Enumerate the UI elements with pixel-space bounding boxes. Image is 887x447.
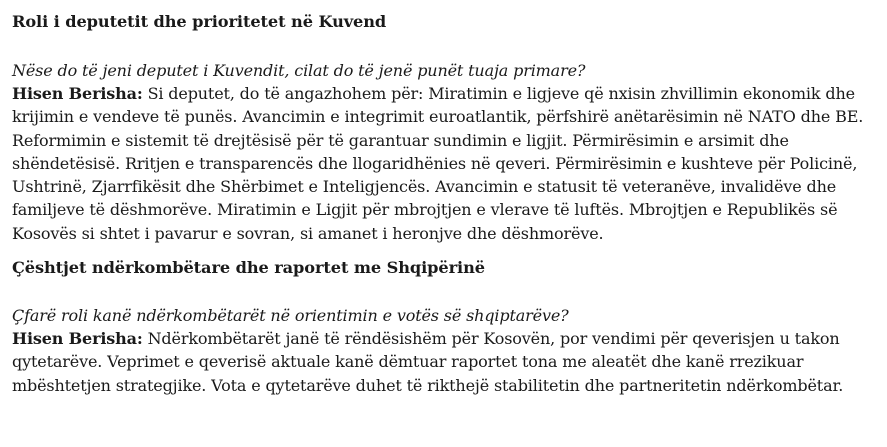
interview-question: Çfarë roli kanë ndërkombëtarët në orientimin e votës së shqiptarëve?	[12, 306, 569, 326]
interview-question: Nëse do të jeni deputet i Kuvendit, cilat do të jenë punët tuaja primare?	[12, 61, 586, 80]
speaker-name: Hisen Berisha:	[12, 84, 143, 103]
article-body	[0, 10, 887, 397]
interview-answer	[12, 327, 875, 397]
section-heading: Roli i deputetit dhe prioritetet në Kuvend	[12, 12, 387, 31]
answer-text: Ndërkombëtarët janë të rëndësishëm për Kosovën, por vendimi për qeverisjen u takon qytetarëve. Veprimet e qeverisë aktuale kanë dëmtuar raportet tona me aleatët dhe kanë rrezikuar mbështetjen strategjike. Vota e qytetarëve duhet të rikthejë stabilitetin dhe partneritetin ndërkombëtar.	[12, 329, 844, 395]
section-heading: Çështjet ndërkombëtare dhe raportet me Shqipërinë	[12, 258, 485, 278]
interview-answer	[12, 82, 875, 245]
answer-text: Si deputet, do të angazhohem për: Miratimin e ligjeve që nxisin zhvillimin ekonomik dhe krijimin e vendeve të punës. Avancimin e integrimit euroatlantik, përfshirë anëtarësimin në NATO dhe BE. Reformimin e sistemit të drejtësisë për të garantuar sundimin e ligjit. Përmirësimin e arsimit dhe shëndetësisë. Rritjen e transparencës dhe llogaridhënies në qeveri. Përmirësimin e kushteve për Policinë, Ushtrinë, Zjarrfikësit dhe Shërbimet e Inteligjencës. Avancimin e statusit të veteranëve, invalidëve dhe familjeve të dëshmorëve. Miratimin e Ligjit për mbrojtjen e vlerave të luftës. Mbrojtjen e Republikës së Kosovës si shtet i pavarur e sovran, si amanet i heronjve dhe dëshmorëve.	[12, 84, 864, 243]
speaker-name: Hisen Berisha:	[12, 329, 143, 349]
